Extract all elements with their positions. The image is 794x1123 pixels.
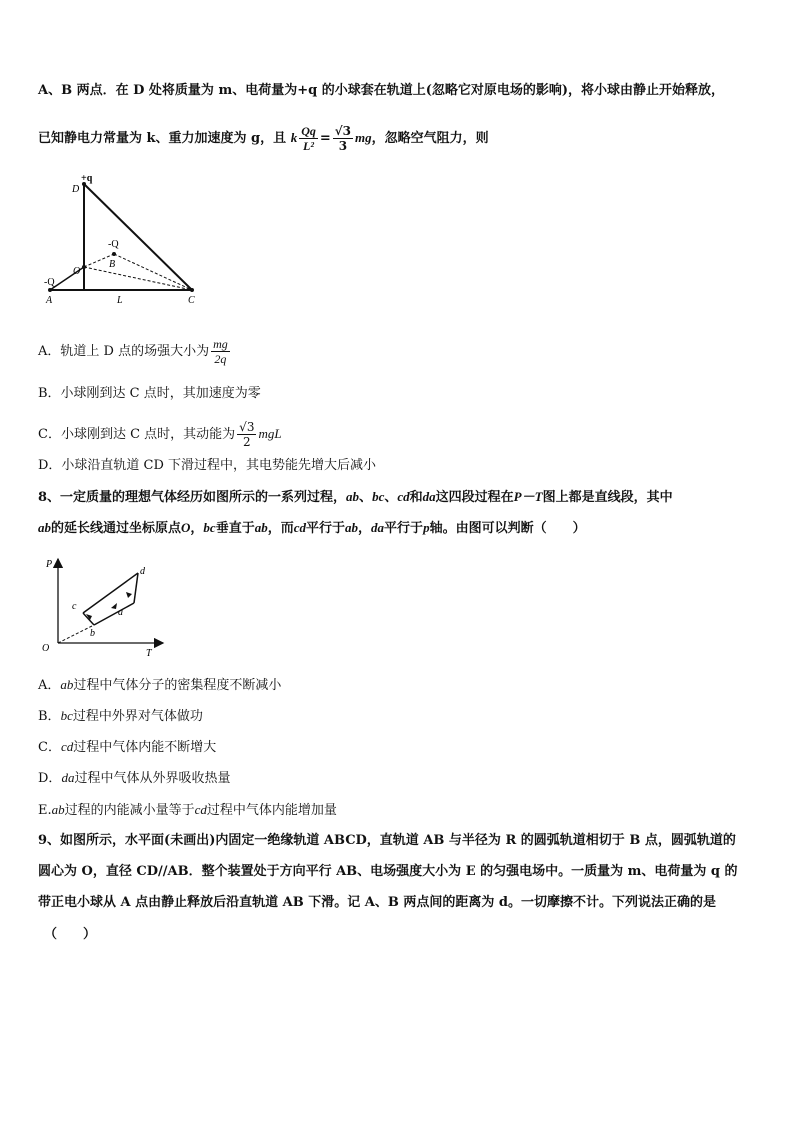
label-L: L [117,295,123,306]
label-a: a [118,607,123,618]
label-O: O [73,266,81,277]
q7-option-c: C．小球刚到达 C 点时，其动能为 $\frac{√3}{2}$ mgL [38,420,282,449]
label-c: c [72,601,77,612]
q7-intro-line1: A、B 两点．在 D 处将质量为 m、电荷量为+q 的小球套在轨道上(忽略它对原电场的影响)，将小球由静止开始释放， [38,83,725,98]
formula-k: k [290,130,298,145]
q9-stem-line2: 圆心为 O，直径 CD//AB．整个装置处于方向平行 AB、电场强度大小为 E 的匀强电场中。一质量为 m、电荷量为 q 的 [38,864,738,879]
label-B: B [109,259,116,270]
label-d: d [140,566,145,577]
q7-option-b: B．小球刚到达 C 点时，其加速度为零 [38,386,261,401]
q8-stem-line2: ab的延长线通过坐标原点O，bc垂直于ab，而cd平行于ab，da平行于p轴。由图可以判断（ ） [38,520,586,536]
q7-intro-line2: 已知静电力常量为 k、重力加速度为 g，且 k $\frac{Qq}{\text{L²}}$ = $\frac{√3}{3}$ mg，忽略空气阻力，则 [38,124,489,153]
q8-pt-diagram [38,553,168,658]
label-plus-q: +q [81,173,93,184]
q8-option-d: D．da过程中气体从外界吸收热量 [38,770,231,786]
optC-frac: $\frac{√3}{2}$ [239,420,255,449]
label-minus-Q: -Q [44,277,55,288]
label-O: O [42,643,50,654]
label-b: b [90,628,95,639]
q8-option-e: E.ab过程的内能减小量等于cd过程中气体内能增加量 [38,802,337,818]
q9-answer-blank: （ ） [44,927,97,942]
label-C: C [188,295,195,306]
q7-option-d: D．小球沿直轨道 CD 下滑过程中，其电势能先增大后减小 [38,458,377,473]
label-D: D [72,184,80,195]
q7-triangle-figure [40,172,210,307]
label-A: A [46,295,53,306]
q8-option-c: C．cd过程中气体内能不断增大 [38,739,217,755]
formula-frac-sqrt3-3: $\frac{√3}{3}$ [334,124,352,153]
q9-stem-line3: 带正电小球从 A 点由静止释放后沿直轨道 AB 下滑。记 A、B 两点间的距离为 d。一切摩擦不计。下列说法正确的是 [38,895,717,910]
q8-option-a: A．ab过程中气体分子的密集程度不断减小 [38,677,282,693]
label-minus-Q-top: -Q [108,239,119,250]
label-P: P [46,559,53,570]
label-T: T [146,648,152,658]
q8-stem-line1: 8、一定质量的理想气体经历如图所示的一系列过程，ab、bc、cd和da这四段过程在P－T图上都是直线段，其中 [38,489,673,505]
q9-stem-line1: 9、如图所示，水平面(未画出)内固定一绝缘轨道 ABCD，直轨道 AB 与半径为 R 的圆弧轨道相切于 B 点，圆弧轨道的 [38,833,736,848]
q7-option-a: A．轨道上 D 点的场强大小为 $\frac{mg}{2q}$ [38,337,228,366]
optA-frac: $\frac{mg}{2q}$ [213,337,228,366]
q8-option-b: B．bc过程中外界对气体做功 [38,708,203,724]
formula-frac-qq-l2: $\frac{Qq}{\text{L²}}$ [301,124,316,153]
